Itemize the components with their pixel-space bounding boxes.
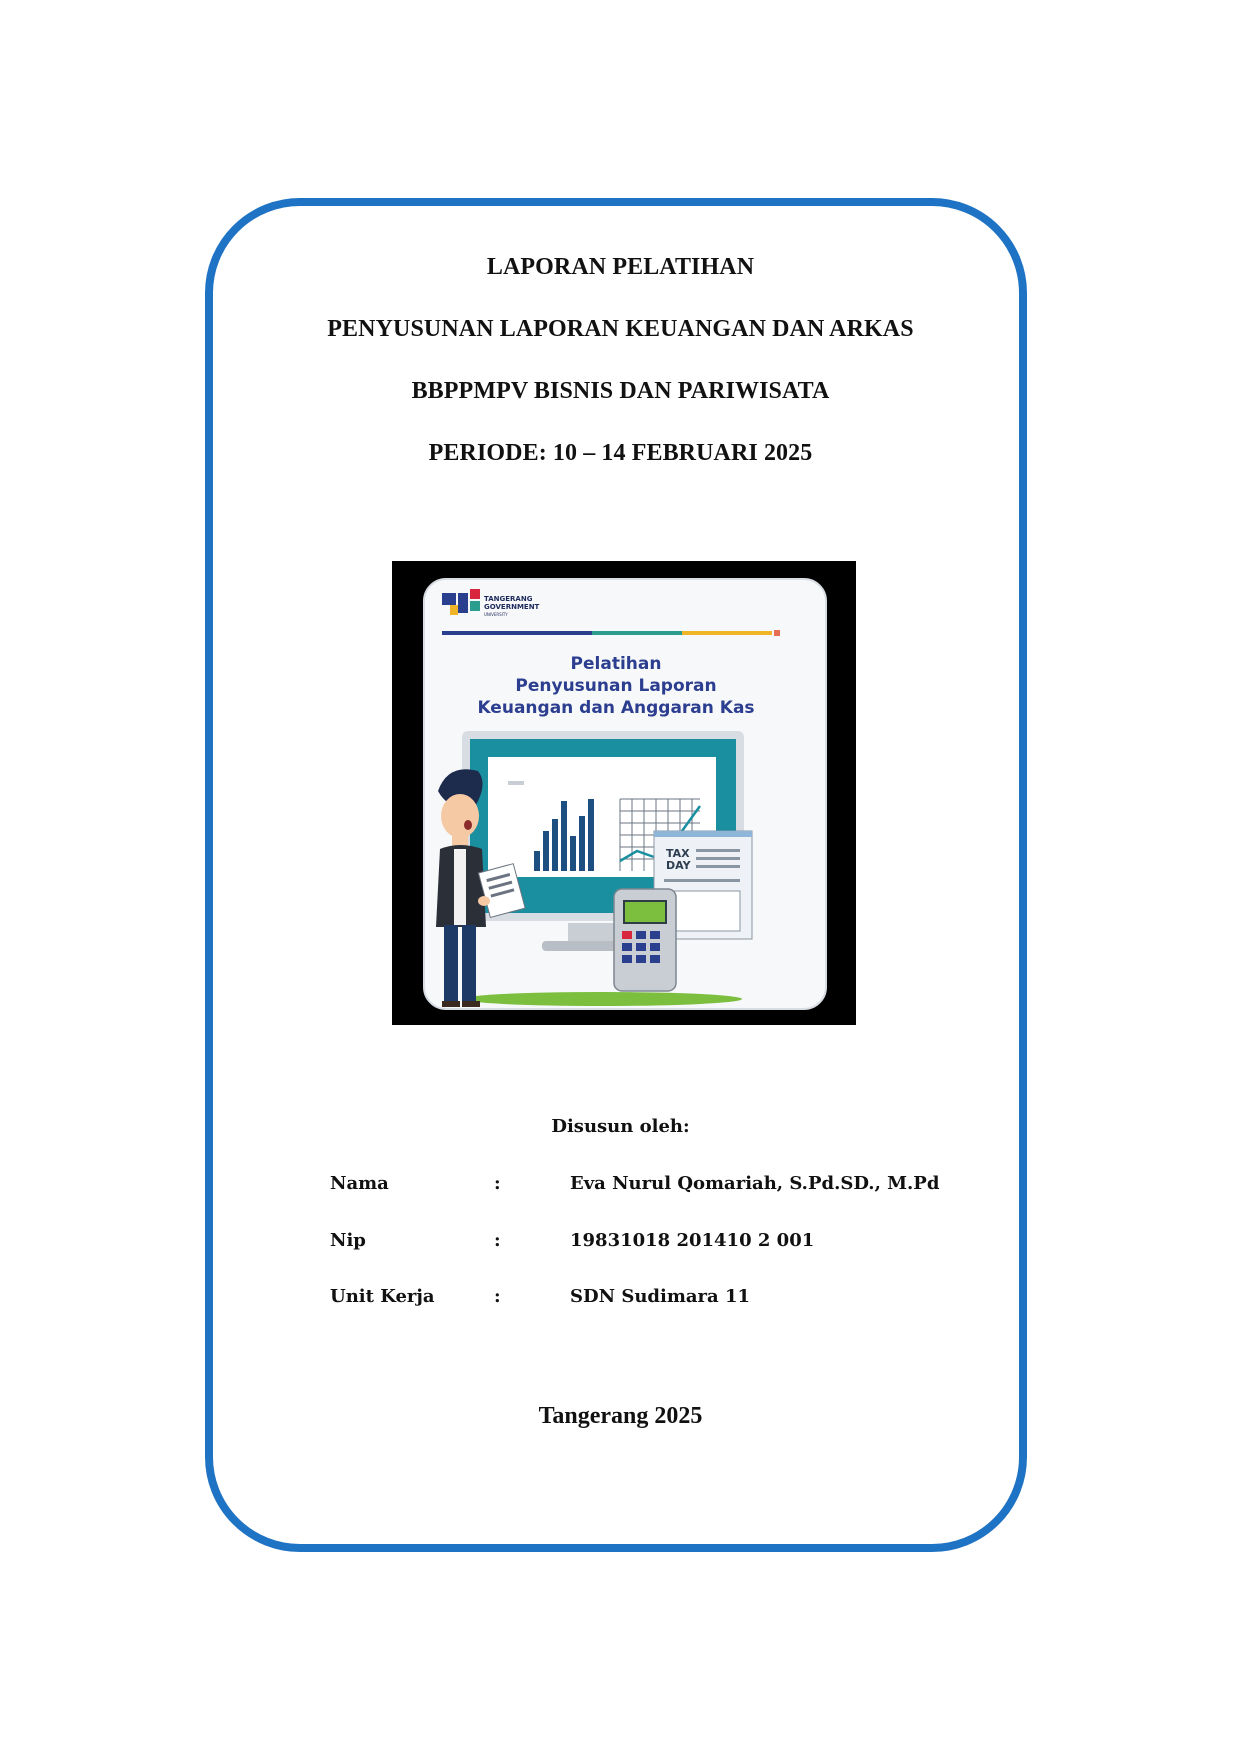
place-and-year: Tangerang 2025: [538, 1403, 703, 1429]
report-title: LAPORAN PELATIHAN: [486, 254, 755, 280]
unit-value: SDN Sudimara 11: [570, 1286, 751, 1307]
cover-headline-3: Keuangan dan Anggaran Kas: [477, 698, 755, 718]
payment-terminal: [614, 889, 676, 991]
logo-text-1: TANGERANG: [484, 595, 533, 603]
cover-headline-2: Penyusunan Laporan: [515, 676, 717, 696]
unit-label: Unit Kerja: [330, 1286, 435, 1307]
report-subtitle: PENYUSUNAN LAPORAN KEUANGAN DAN ARKAS: [327, 316, 914, 342]
name-value: Eva Nurul Qomariah, S.Pd.SD., M.Pd: [570, 1173, 940, 1194]
tax-label-1: TAX: [666, 847, 690, 860]
info-row-name: [0, 1173, 1241, 1201]
nip-label: Nip: [330, 1230, 366, 1251]
name-separator: :: [494, 1173, 501, 1194]
info-row-unit: [0, 1286, 1241, 1314]
training-period: PERIODE: 10 – 14 FEBRUARI 2025: [428, 440, 813, 466]
info-row-nip: [0, 1230, 1241, 1258]
nip-separator: :: [494, 1230, 501, 1251]
logo-text-3: UNIVERSITY: [484, 612, 508, 617]
tax-label-2: DAY: [666, 859, 691, 872]
logo-text-2: GOVERNMENT: [484, 603, 540, 611]
nip-value: 19831018 201410 2 001: [570, 1230, 815, 1251]
cover-headline-1: Pelatihan: [570, 654, 662, 674]
training-cover-image: [392, 561, 856, 1025]
institution-name: BBPPMPV BISNIS DAN PARIWISATA: [411, 378, 830, 404]
name-label: Nama: [330, 1173, 389, 1194]
prepared-by-label: Disusun oleh:: [551, 1116, 690, 1137]
unit-separator: :: [494, 1286, 501, 1307]
